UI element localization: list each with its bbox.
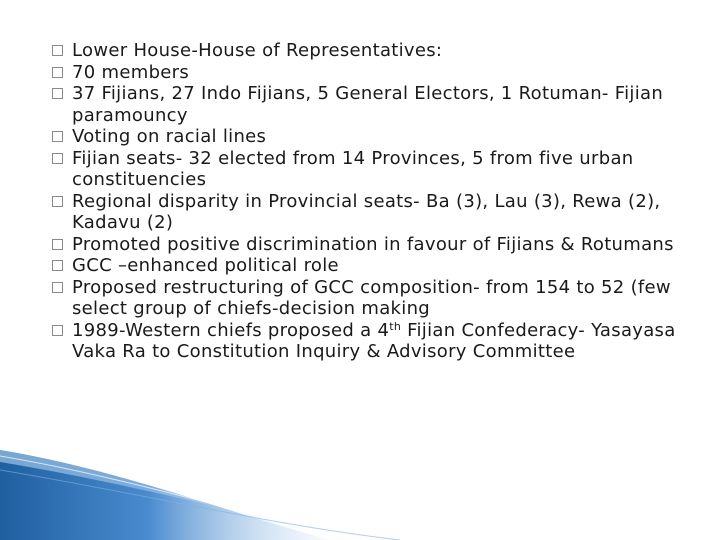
- bullet-item: [52, 83, 692, 126]
- bullet-item: [52, 234, 692, 256]
- bullet-text: Lower House-House of Representatives:: [72, 40, 443, 61]
- bullet-text: Proposed restructuring of GCC composition- from 154 to 52 (few select group of chiefs-decision making: [72, 276, 671, 319]
- bullet-list: [52, 40, 692, 363]
- bullet-text: 70 members: [72, 61, 190, 83]
- checkbox-bullet-icon: [52, 131, 63, 142]
- bullet-text: 37 Fijians, 27 Indo Fijians, 5 General Electors, 1 Rotuman- Fijian paramouncy: [72, 83, 664, 126]
- checkbox-bullet-icon: [52, 67, 63, 78]
- bullet-item: [52, 255, 692, 277]
- checkbox-bullet-icon: [52, 88, 63, 99]
- checkbox-bullet-icon: [52, 260, 63, 271]
- checkbox-bullet-icon: [52, 45, 63, 56]
- checkbox-bullet-icon: [52, 239, 63, 250]
- checkbox-bullet-icon: [52, 282, 63, 293]
- bullet-text-part: 1989-Western chiefs proposed a 4: [72, 319, 390, 341]
- bullet-item: [52, 148, 692, 191]
- bullet-item: [52, 62, 692, 84]
- bullet-text: GCC –enhanced political role: [72, 255, 339, 276]
- ordinal-superscript: th: [389, 319, 402, 333]
- bullet-text: Regional disparity in Provincial seats- Ba (3), Lau (3), Rewa (2), Kadavu (2): [72, 190, 661, 233]
- bullet-text: [72, 320, 676, 363]
- checkbox-bullet-icon: [52, 153, 63, 164]
- bullet-item: [52, 320, 692, 363]
- decorative-wave: [0, 440, 720, 540]
- bullet-text: Promoted positive discrimination in favour of Fijians & Rotumans: [72, 233, 674, 255]
- bullet-item: [52, 191, 692, 234]
- bullet-text: Fijian seats- 32 elected from 14 Provinces, 5 from five urban constituencies: [72, 147, 634, 190]
- bullet-item: [52, 40, 692, 62]
- bullet-text: Voting on racial lines: [72, 126, 267, 147]
- bullet-item: [52, 277, 692, 320]
- bullet-text-part: Fijian Confederacy- Yasayasa Vaka Ra to Constitution Inquiry & Advisory Committee: [72, 319, 676, 362]
- bullet-item: [52, 126, 692, 148]
- checkbox-bullet-icon: [52, 196, 63, 207]
- checkbox-bullet-icon: [52, 325, 63, 336]
